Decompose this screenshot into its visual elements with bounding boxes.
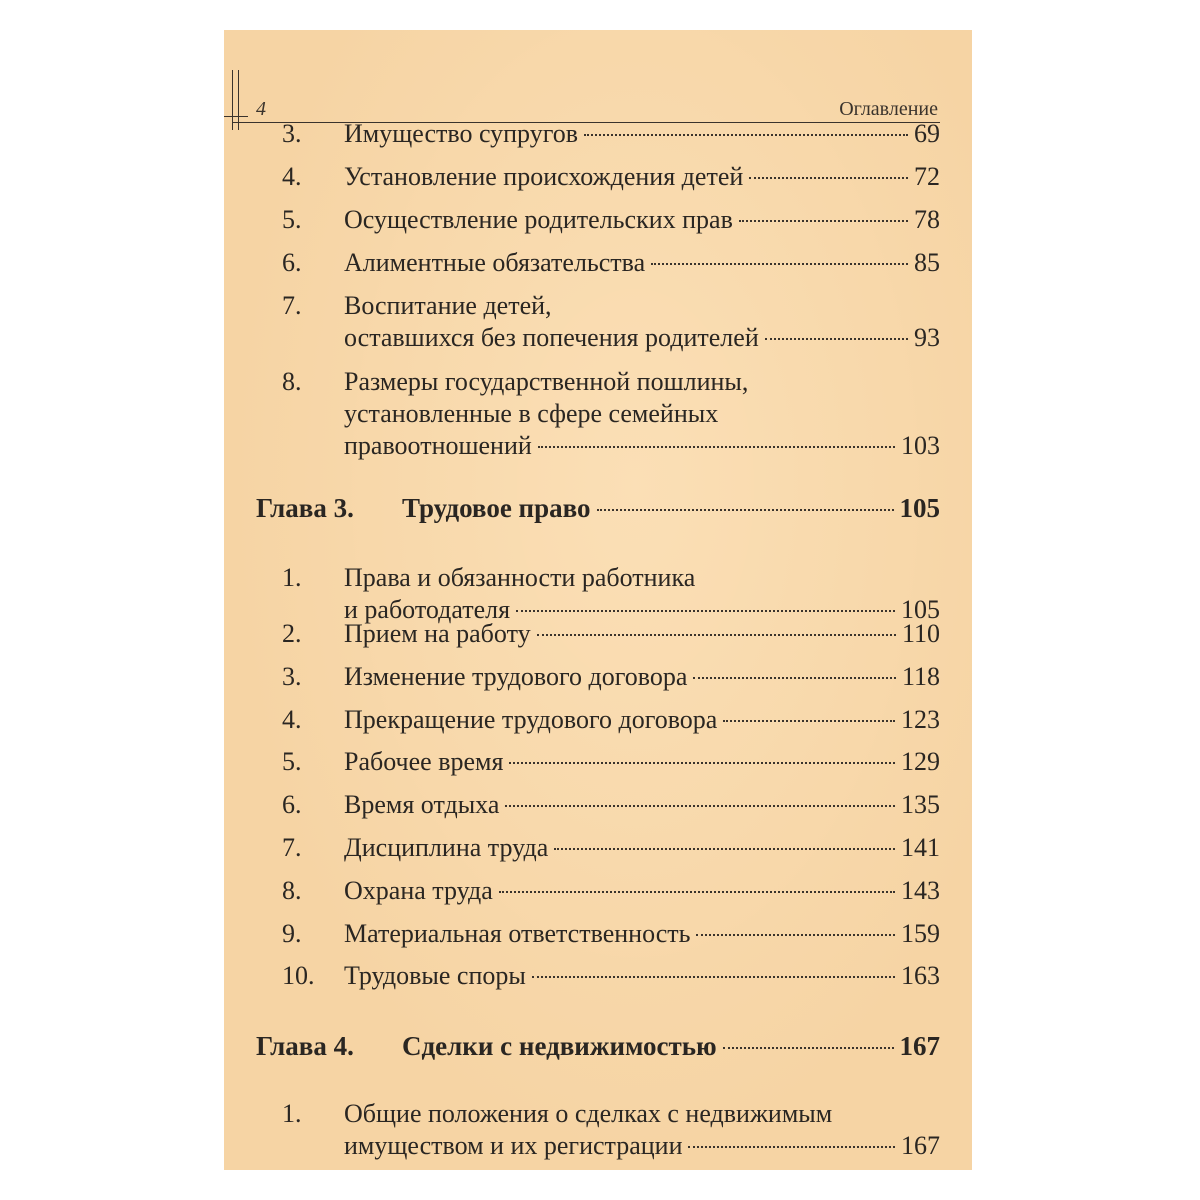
leader-dots	[688, 1146, 895, 1148]
book-page	[224, 30, 972, 1170]
entry-number: 9.	[282, 919, 302, 948]
entry-line	[344, 430, 940, 462]
entry-line	[344, 661, 940, 693]
entry-line	[344, 1130, 940, 1162]
entry-page: 129	[901, 747, 940, 776]
entry-line	[344, 1098, 940, 1130]
entry-page: 135	[901, 790, 940, 819]
entry-title: Воспитание детей,	[344, 291, 552, 320]
entry-text	[344, 832, 940, 864]
entry-line	[344, 960, 940, 992]
running-title: Оглавление	[839, 98, 938, 120]
chapter-label: Глава 4.	[256, 1031, 354, 1061]
entry-line	[344, 247, 940, 279]
entry-title: Общие положения о сделках с недвижимым	[344, 1099, 833, 1128]
chapter-line	[402, 491, 940, 525]
entry-title: Рабочее время	[344, 747, 504, 776]
entry-page: 69	[914, 119, 940, 148]
leader-dots	[765, 338, 908, 340]
entry-page: 78	[914, 205, 940, 234]
chapter-page: 105	[899, 493, 940, 523]
entry-page: 110	[901, 619, 940, 648]
entry-text	[344, 960, 940, 992]
entry-line	[344, 875, 940, 907]
entry-title: Изменение трудового договора	[344, 662, 688, 691]
entry-line	[344, 118, 940, 150]
entry-title: Прекращение трудового договора	[344, 705, 718, 734]
entry-title: Имущество супругов	[344, 119, 578, 148]
leader-dots	[516, 610, 895, 612]
entry-text	[344, 562, 940, 626]
chapter-body	[402, 491, 940, 525]
chapter-title: Сделки с недвижимостью	[402, 1031, 717, 1061]
leader-dots	[693, 677, 896, 679]
entry-line	[344, 832, 940, 864]
entry-title: Установление происхождения детей	[344, 162, 744, 191]
leader-dots	[723, 1047, 894, 1049]
entry-number: 10.	[282, 961, 315, 990]
entry-line	[344, 789, 940, 821]
entry-title: Права и обязанности работника	[344, 563, 696, 592]
entry-title: и работодателя	[344, 595, 511, 624]
entry-text	[344, 746, 940, 778]
entry-page: 105	[901, 595, 940, 624]
entry-number: 8.	[282, 876, 302, 905]
entry-page: 159	[901, 919, 940, 948]
entry-text	[344, 918, 940, 950]
leader-dots	[505, 805, 895, 807]
entry-number: 3.	[282, 119, 302, 148]
entry-number: 6.	[282, 790, 302, 819]
entry-title: Алиментные обязательства	[344, 248, 646, 277]
entry-line	[344, 204, 940, 236]
entry-number: 5.	[282, 747, 302, 776]
entry-number: 4.	[282, 162, 302, 191]
leader-dots	[749, 177, 908, 179]
entry-line	[344, 161, 940, 193]
leader-dots	[499, 891, 895, 893]
entry-title: правоотношений	[344, 431, 532, 460]
entry-page: 72	[914, 162, 940, 191]
entry-page: 118	[901, 662, 940, 691]
entry-title: Время отдыха	[344, 790, 500, 819]
leader-dots	[723, 720, 895, 722]
entry-number: 2.	[282, 619, 302, 648]
chapter-line	[402, 1029, 940, 1063]
entry-number: 7.	[282, 833, 302, 862]
leader-dots	[651, 263, 908, 265]
entry-line	[344, 618, 940, 650]
entry-page: 85	[914, 248, 940, 277]
leader-dots	[584, 134, 908, 136]
leader-dots	[538, 446, 895, 448]
entry-line	[344, 398, 940, 430]
entry-page: 143	[901, 876, 940, 905]
leader-dots	[537, 634, 896, 636]
entry-text	[344, 204, 940, 236]
entry-text	[344, 161, 940, 193]
entry-text	[344, 290, 940, 354]
entry-title: Размеры государственной пошлины,	[344, 367, 749, 396]
entry-text	[344, 118, 940, 150]
entry-page: 103	[901, 431, 940, 460]
entry-text	[344, 1098, 940, 1162]
chapter-page: 167	[899, 1031, 940, 1061]
table-of-contents	[224, 30, 972, 1170]
entry-page: 93	[914, 323, 940, 352]
chapter-label: Глава 3.	[256, 493, 354, 523]
entry-title: Дисциплина труда	[344, 833, 549, 862]
entry-title: Материальная ответственность	[344, 919, 691, 948]
entry-number: 3.	[282, 662, 302, 691]
entry-title: установленные в сфере семейных	[344, 399, 719, 428]
entry-line	[344, 322, 940, 354]
entry-page: 163	[901, 961, 940, 990]
entry-number: 4.	[282, 705, 302, 734]
entry-title: оставшихся без попечения родителей	[344, 323, 759, 352]
entry-text	[344, 618, 940, 650]
entry-title: Трудовые споры	[344, 961, 526, 990]
entry-line	[344, 704, 940, 736]
entry-number: 5.	[282, 205, 302, 234]
entry-text	[344, 875, 940, 907]
entry-page: 141	[901, 833, 940, 862]
chapter-body	[402, 1029, 940, 1063]
entry-text	[344, 789, 940, 821]
entry-line	[344, 290, 940, 322]
chapter-title: Трудовое право	[402, 493, 591, 523]
entry-title: Осуществление родительских прав	[344, 205, 733, 234]
entry-number: 6.	[282, 248, 302, 277]
entry-line	[344, 366, 940, 398]
entry-number: 8.	[282, 367, 302, 396]
entry-title: имуществом и их регистрации	[344, 1131, 683, 1160]
entry-number: 7.	[282, 291, 302, 320]
entry-line	[344, 918, 940, 950]
entry-number: 1.	[282, 563, 302, 592]
leader-dots	[509, 762, 895, 764]
entry-page: 167	[901, 1131, 940, 1160]
entry-text	[344, 704, 940, 736]
leader-dots	[554, 848, 895, 850]
leader-dots	[597, 509, 894, 511]
entry-text	[344, 366, 940, 462]
leader-dots	[739, 220, 908, 222]
entry-title: Охрана труда	[344, 876, 493, 905]
entry-text	[344, 661, 940, 693]
entry-page: 123	[901, 705, 940, 734]
leader-dots	[532, 976, 895, 978]
leader-dots	[696, 934, 895, 936]
page-number: 4	[256, 98, 266, 120]
entry-number: 1.	[282, 1099, 302, 1128]
entry-line	[344, 746, 940, 778]
entry-line	[344, 562, 940, 594]
entry-title: Прием на работу	[344, 619, 531, 648]
entry-text	[344, 247, 940, 279]
